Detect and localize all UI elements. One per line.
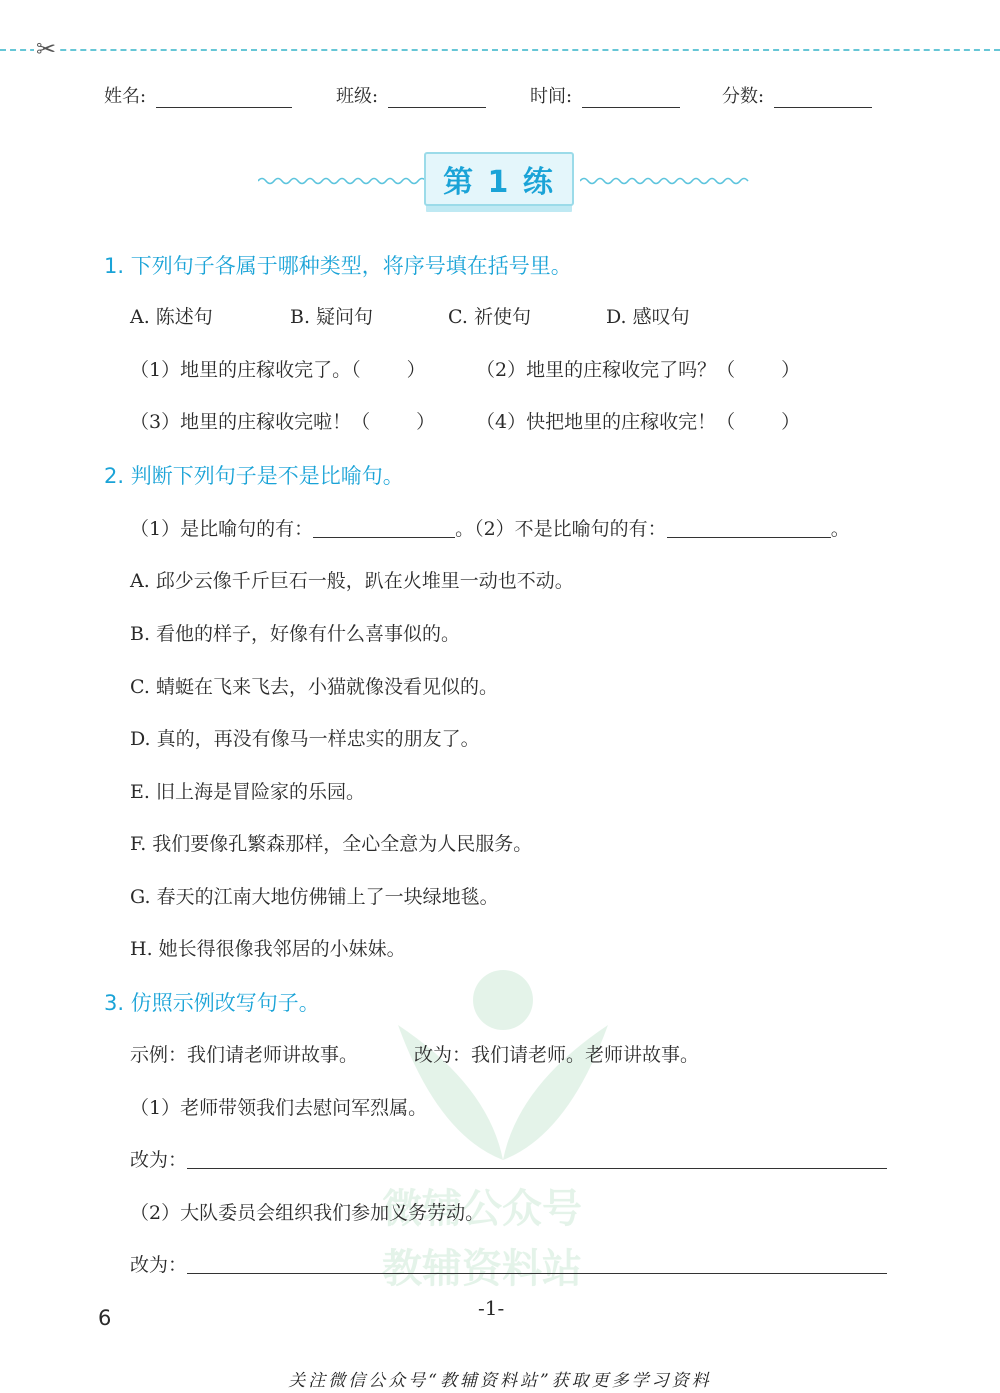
time-blank[interactable] [582,87,680,108]
q3-example: 示例：我们请老师讲故事。 [130,1044,359,1066]
q1-item-1-close: ） [406,359,426,381]
q1-option-c: C. 祈使句 [448,306,531,328]
q3-example-rewrite: 改为：我们请老师。老师讲故事。 [414,1044,700,1066]
question-3-heading: 3. 仿照示例改写句子。 [104,991,320,1015]
title-box [424,152,574,206]
q3-rewrite-2-label: 改为： [130,1254,188,1276]
question-1-heading: 1. 下列句子各属于哪种类型，将序号填在括号里。 [104,254,572,278]
class-label: 班级: [336,86,379,107]
q1-item-3 [130,407,435,434]
name-label: 姓名: [104,86,147,107]
question-2-heading: 2. 判断下列句子是不是比喻句。 [104,464,404,488]
cut-line [0,49,1000,51]
q3-rewrite-1-label: 改为： [130,1149,188,1171]
q2-simile-blank[interactable] [313,519,455,538]
q2-sentence-g: G. 春天的江南大地仿佛铺上了一块绿地毯。 [130,886,499,908]
time-label: 时间: [530,86,573,107]
q3-rewrite-1 [130,1145,887,1172]
name-field [104,82,292,108]
q1-item-4 [476,407,800,434]
q1-item-2-close: ） [781,359,801,381]
q2-part1-label: （1）是比喻句的有： [130,518,314,540]
wave-right-decoration [580,175,750,187]
wave-left-decoration [258,175,428,187]
watermark-line1: 微辅公众号 [382,1186,582,1232]
q1-option-d: D. 感叹句 [606,306,690,328]
q1-item-1-text: （1）地里的庄稼收完了。（ [130,359,361,381]
score-blank[interactable] [774,87,872,108]
q2-sentence-d: D. 真的，再没有像马一样忠实的朋友了。 [130,728,480,750]
watermark [378,965,628,1295]
q2-answer-line [130,514,850,541]
q1-option-a: A. 陈述句 [130,306,213,328]
watermark-line2: 教辅资料站 [382,1246,582,1292]
q2-non-simile-blank[interactable] [667,519,831,538]
q3-rewrite-2 [130,1250,887,1277]
score-label: 分数: [722,86,765,107]
q1-item-3-text: （3）地里的庄稼收完啦！（ [130,411,371,433]
q3-rewrite-1-blank[interactable] [187,1150,887,1169]
q1-item-2-text: （2）地里的庄稼收完了吗？（ [476,359,736,381]
q1-item-2 [476,355,800,382]
time-field [530,82,680,108]
name-blank[interactable] [156,87,292,108]
page-number: -1- [478,1296,505,1320]
q2-sentence-c: C. 蜻蜓在飞来飞去，小猫就像没看见似的。 [130,676,498,698]
lesson-title: 第 1 练 [443,165,555,200]
q2-sentence-a: A. 邱少云像千斤巨石一般，趴在火堆里一动也不动。 [130,570,574,592]
q3-item-1: （1）老师带领我们去慰问军烈属。 [130,1097,428,1119]
q2-sentence-b: B. 看他的样子，好像有什么喜事似的。 [130,623,461,645]
q2-sentence-h: H. 她长得很像我邻居的小妹妹。 [130,938,406,960]
q2-end-mark: 。 [830,518,850,540]
lesson-title-banner [258,152,752,218]
class-blank[interactable] [388,87,486,108]
q2-part2-label: 。（2）不是比喻句的有： [455,518,667,540]
q1-item-4-close: ） [781,411,801,433]
scissors-icon: ✂ [36,35,57,63]
footer-note: 关注微信公众号“教辅资料站”获取更多学习资料 [288,1371,712,1391]
corner-page-number: 6 [98,1306,112,1330]
q1-option-b: B. 疑问句 [290,306,374,328]
q3-item-2: （2）大队委员会组织我们参加义务劳动。 [130,1202,485,1224]
q1-item-3-close: ） [416,411,436,433]
watermark-logo-icon [378,965,628,1175]
q1-item-4-text: （4）快把地里的庄稼收完！（ [476,411,736,433]
score-field [722,82,872,108]
q1-item-1 [130,355,426,382]
q2-sentence-e: E. 旧上海是冒险家的乐园。 [130,781,365,803]
q3-rewrite-2-blank[interactable] [187,1255,887,1274]
q2-sentence-f: F. 我们要像孔繁森那样，全心全意为人民服务。 [130,833,533,855]
class-field [336,82,486,108]
